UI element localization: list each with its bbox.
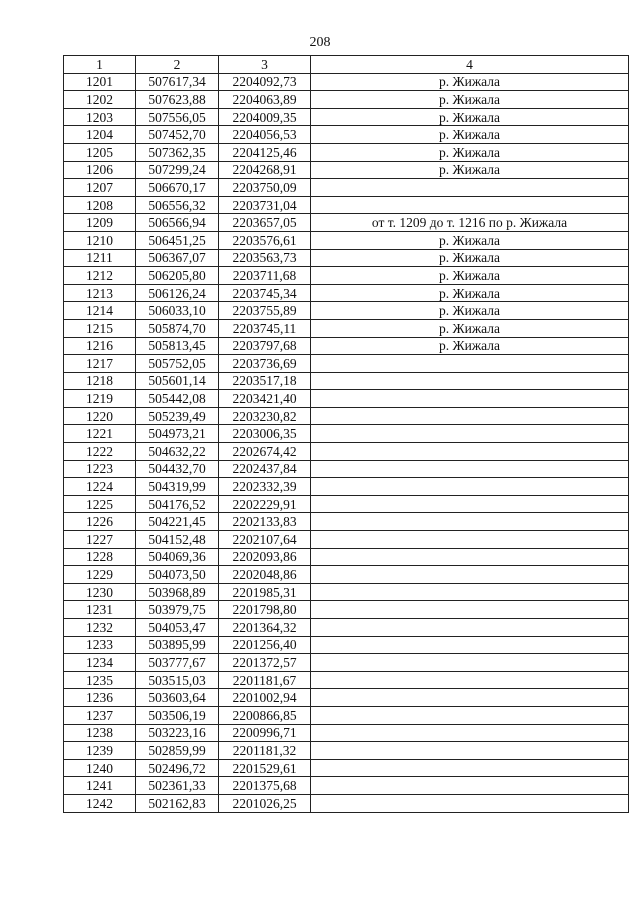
table-row — [64, 531, 629, 549]
y-coordinate-cell: 2203745,34 — [219, 284, 311, 302]
description-cell: р. Жижала — [311, 91, 629, 109]
coordinates-table — [63, 55, 629, 813]
point-number-cell: 1217 — [64, 355, 136, 373]
x-coordinate-cell: 507452,70 — [136, 126, 219, 144]
point-number-cell: 1239 — [64, 742, 136, 760]
x-coordinate-cell: 503895,99 — [136, 636, 219, 654]
y-coordinate-cell: 2201985,31 — [219, 583, 311, 601]
point-number-cell: 1211 — [64, 249, 136, 267]
description-cell: р. Жижала — [311, 337, 629, 355]
x-coordinate-cell: 506556,32 — [136, 196, 219, 214]
description-cell — [311, 759, 629, 777]
point-number-cell: 1226 — [64, 513, 136, 531]
y-coordinate-cell: 2204268,91 — [219, 161, 311, 179]
table-header-row — [64, 56, 629, 74]
y-coordinate-cell: 2203736,69 — [219, 355, 311, 373]
table-row — [64, 495, 629, 513]
column-header-1: 1 — [64, 56, 136, 74]
point-number-cell: 1242 — [64, 794, 136, 812]
point-number-cell: 1222 — [64, 443, 136, 461]
point-number-cell: 1212 — [64, 267, 136, 285]
table-row — [64, 742, 629, 760]
table-row — [64, 513, 629, 531]
table-row — [64, 654, 629, 672]
point-number-cell: 1224 — [64, 478, 136, 496]
y-coordinate-cell: 2202437,84 — [219, 460, 311, 478]
table-row — [64, 319, 629, 337]
table-row — [64, 161, 629, 179]
x-coordinate-cell: 506126,24 — [136, 284, 219, 302]
description-cell — [311, 689, 629, 707]
y-coordinate-cell: 2203731,04 — [219, 196, 311, 214]
description-cell — [311, 671, 629, 689]
table-row — [64, 583, 629, 601]
y-coordinate-cell: 2203006,35 — [219, 425, 311, 443]
x-coordinate-cell: 504073,50 — [136, 566, 219, 584]
table-row — [64, 794, 629, 812]
point-number-cell: 1225 — [64, 495, 136, 513]
description-cell — [311, 443, 629, 461]
description-cell — [311, 372, 629, 390]
point-number-cell: 1237 — [64, 706, 136, 724]
description-cell: р. Жижала — [311, 302, 629, 320]
y-coordinate-cell: 2204092,73 — [219, 73, 311, 91]
table-row — [64, 249, 629, 267]
point-number-cell: 1240 — [64, 759, 136, 777]
x-coordinate-cell: 505442,08 — [136, 390, 219, 408]
x-coordinate-cell: 507556,05 — [136, 108, 219, 126]
x-coordinate-cell: 502859,99 — [136, 742, 219, 760]
table-row — [64, 759, 629, 777]
y-coordinate-cell: 2202674,42 — [219, 443, 311, 461]
description-cell — [311, 742, 629, 760]
y-coordinate-cell: 2201798,80 — [219, 601, 311, 619]
table-row — [64, 671, 629, 689]
description-cell — [311, 777, 629, 795]
point-number-cell: 1213 — [64, 284, 136, 302]
point-number-cell: 1229 — [64, 566, 136, 584]
x-coordinate-cell: 504319,99 — [136, 478, 219, 496]
description-cell: р. Жижала — [311, 161, 629, 179]
x-coordinate-cell: 503777,67 — [136, 654, 219, 672]
point-number-cell: 1231 — [64, 601, 136, 619]
description-cell — [311, 460, 629, 478]
point-number-cell: 1232 — [64, 619, 136, 637]
column-header-3: 3 — [219, 56, 311, 74]
table-row — [64, 108, 629, 126]
description-cell — [311, 355, 629, 373]
point-number-cell: 1234 — [64, 654, 136, 672]
table-row — [64, 231, 629, 249]
y-coordinate-cell: 2203657,05 — [219, 214, 311, 232]
y-coordinate-cell: 2203563,73 — [219, 249, 311, 267]
y-coordinate-cell: 2202048,86 — [219, 566, 311, 584]
y-coordinate-cell: 2204056,53 — [219, 126, 311, 144]
table-row — [64, 460, 629, 478]
point-number-cell: 1210 — [64, 231, 136, 249]
point-number-cell: 1220 — [64, 407, 136, 425]
x-coordinate-cell: 505239,49 — [136, 407, 219, 425]
y-coordinate-cell: 2202107,64 — [219, 531, 311, 549]
description-cell: р. Жижала — [311, 319, 629, 337]
table-row — [64, 355, 629, 373]
point-number-cell: 1201 — [64, 73, 136, 91]
x-coordinate-cell: 505601,14 — [136, 372, 219, 390]
description-cell: р. Жижала — [311, 267, 629, 285]
description-cell — [311, 196, 629, 214]
y-coordinate-cell: 2201372,57 — [219, 654, 311, 672]
column-header-4: 4 — [311, 56, 629, 74]
description-cell — [311, 513, 629, 531]
point-number-cell: 1236 — [64, 689, 136, 707]
x-coordinate-cell: 507299,24 — [136, 161, 219, 179]
description-cell: р. Жижала — [311, 231, 629, 249]
x-coordinate-cell: 503603,64 — [136, 689, 219, 707]
y-coordinate-cell: 2201375,68 — [219, 777, 311, 795]
point-number-cell: 1221 — [64, 425, 136, 443]
y-coordinate-cell: 2201181,32 — [219, 742, 311, 760]
table-row — [64, 566, 629, 584]
x-coordinate-cell: 507617,34 — [136, 73, 219, 91]
description-cell — [311, 583, 629, 601]
y-coordinate-cell: 2201364,32 — [219, 619, 311, 637]
page-number: 208 — [309, 35, 331, 50]
table-row — [64, 126, 629, 144]
y-coordinate-cell: 2201026,25 — [219, 794, 311, 812]
table-row — [64, 777, 629, 795]
table-row — [64, 267, 629, 285]
description-cell: р. Жижала — [311, 108, 629, 126]
x-coordinate-cell: 505874,70 — [136, 319, 219, 337]
table-body — [64, 73, 629, 812]
table-row — [64, 724, 629, 742]
point-number-cell: 1241 — [64, 777, 136, 795]
x-coordinate-cell: 504432,70 — [136, 460, 219, 478]
point-number-cell: 1203 — [64, 108, 136, 126]
x-coordinate-cell: 507362,35 — [136, 143, 219, 161]
x-coordinate-cell: 504176,52 — [136, 495, 219, 513]
description-cell — [311, 548, 629, 566]
point-number-cell: 1235 — [64, 671, 136, 689]
description-cell — [311, 619, 629, 637]
description-cell — [311, 654, 629, 672]
table-row — [64, 689, 629, 707]
table-row — [64, 443, 629, 461]
point-number-cell: 1233 — [64, 636, 136, 654]
y-coordinate-cell: 2202093,86 — [219, 548, 311, 566]
x-coordinate-cell: 504053,47 — [136, 619, 219, 637]
description-cell — [311, 794, 629, 812]
x-coordinate-cell: 503223,16 — [136, 724, 219, 742]
point-number-cell: 1209 — [64, 214, 136, 232]
x-coordinate-cell: 502361,33 — [136, 777, 219, 795]
y-coordinate-cell: 2200866,85 — [219, 706, 311, 724]
y-coordinate-cell: 2201181,67 — [219, 671, 311, 689]
table-row — [64, 91, 629, 109]
table-row — [64, 478, 629, 496]
table-row — [64, 143, 629, 161]
y-coordinate-cell: 2203750,09 — [219, 179, 311, 197]
point-number-cell: 1230 — [64, 583, 136, 601]
y-coordinate-cell: 2203517,18 — [219, 372, 311, 390]
x-coordinate-cell: 502162,83 — [136, 794, 219, 812]
y-coordinate-cell: 2201256,40 — [219, 636, 311, 654]
description-cell — [311, 724, 629, 742]
table-row — [64, 619, 629, 637]
x-coordinate-cell: 504632,22 — [136, 443, 219, 461]
y-coordinate-cell: 2203421,40 — [219, 390, 311, 408]
x-coordinate-cell: 506566,94 — [136, 214, 219, 232]
x-coordinate-cell: 502496,72 — [136, 759, 219, 777]
table-row — [64, 425, 629, 443]
description-cell — [311, 407, 629, 425]
description-cell — [311, 601, 629, 619]
table-row — [64, 196, 629, 214]
table-row — [64, 179, 629, 197]
y-coordinate-cell: 2202332,39 — [219, 478, 311, 496]
y-coordinate-cell: 2203745,11 — [219, 319, 311, 337]
y-coordinate-cell: 2201002,94 — [219, 689, 311, 707]
point-number-cell: 1205 — [64, 143, 136, 161]
description-cell — [311, 425, 629, 443]
y-coordinate-cell: 2202133,83 — [219, 513, 311, 531]
table-row — [64, 284, 629, 302]
y-coordinate-cell: 2203755,89 — [219, 302, 311, 320]
point-number-cell: 1219 — [64, 390, 136, 408]
table-row — [64, 706, 629, 724]
y-coordinate-cell: 2203797,68 — [219, 337, 311, 355]
table-row — [64, 390, 629, 408]
table-row — [64, 73, 629, 91]
x-coordinate-cell: 504221,45 — [136, 513, 219, 531]
description-cell: от т. 1209 до т. 1216 по р. Жижала — [311, 214, 629, 232]
y-coordinate-cell: 2201529,61 — [219, 759, 311, 777]
description-cell — [311, 179, 629, 197]
x-coordinate-cell: 504973,21 — [136, 425, 219, 443]
x-coordinate-cell: 503506,19 — [136, 706, 219, 724]
point-number-cell: 1227 — [64, 531, 136, 549]
table-row — [64, 337, 629, 355]
y-coordinate-cell: 2203576,61 — [219, 231, 311, 249]
table-row — [64, 372, 629, 390]
y-coordinate-cell: 2204125,46 — [219, 143, 311, 161]
point-number-cell: 1218 — [64, 372, 136, 390]
x-coordinate-cell: 505813,45 — [136, 337, 219, 355]
description-cell: р. Жижала — [311, 73, 629, 91]
point-number-cell: 1238 — [64, 724, 136, 742]
x-coordinate-cell: 503968,89 — [136, 583, 219, 601]
y-coordinate-cell: 2204009,35 — [219, 108, 311, 126]
x-coordinate-cell: 504069,36 — [136, 548, 219, 566]
x-coordinate-cell: 507623,88 — [136, 91, 219, 109]
point-number-cell: 1223 — [64, 460, 136, 478]
y-coordinate-cell: 2203711,68 — [219, 267, 311, 285]
table-row — [64, 407, 629, 425]
point-number-cell: 1202 — [64, 91, 136, 109]
point-number-cell: 1208 — [64, 196, 136, 214]
description-cell — [311, 390, 629, 408]
point-number-cell: 1214 — [64, 302, 136, 320]
y-coordinate-cell: 2202229,91 — [219, 495, 311, 513]
point-number-cell: 1206 — [64, 161, 136, 179]
point-number-cell: 1228 — [64, 548, 136, 566]
table-row — [64, 302, 629, 320]
description-cell: р. Жижала — [311, 249, 629, 267]
table-row — [64, 636, 629, 654]
x-coordinate-cell: 503515,03 — [136, 671, 219, 689]
description-cell — [311, 706, 629, 724]
x-coordinate-cell: 504152,48 — [136, 531, 219, 549]
point-number-cell: 1207 — [64, 179, 136, 197]
description-cell — [311, 531, 629, 549]
x-coordinate-cell: 506205,80 — [136, 267, 219, 285]
description-cell: р. Жижала — [311, 143, 629, 161]
y-coordinate-cell: 2204063,89 — [219, 91, 311, 109]
x-coordinate-cell: 506033,10 — [136, 302, 219, 320]
description-cell — [311, 478, 629, 496]
column-header-2: 2 — [136, 56, 219, 74]
x-coordinate-cell: 503979,75 — [136, 601, 219, 619]
y-coordinate-cell: 2200996,71 — [219, 724, 311, 742]
x-coordinate-cell: 506367,07 — [136, 249, 219, 267]
x-coordinate-cell: 505752,05 — [136, 355, 219, 373]
x-coordinate-cell: 506451,25 — [136, 231, 219, 249]
table-row — [64, 548, 629, 566]
x-coordinate-cell: 506670,17 — [136, 179, 219, 197]
description-cell: р. Жижала — [311, 284, 629, 302]
point-number-cell: 1204 — [64, 126, 136, 144]
description-cell — [311, 566, 629, 584]
description-cell — [311, 636, 629, 654]
point-number-cell: 1216 — [64, 337, 136, 355]
description-cell — [311, 495, 629, 513]
table-row — [64, 214, 629, 232]
table-row — [64, 601, 629, 619]
description-cell: р. Жижала — [311, 126, 629, 144]
point-number-cell: 1215 — [64, 319, 136, 337]
y-coordinate-cell: 2203230,82 — [219, 407, 311, 425]
